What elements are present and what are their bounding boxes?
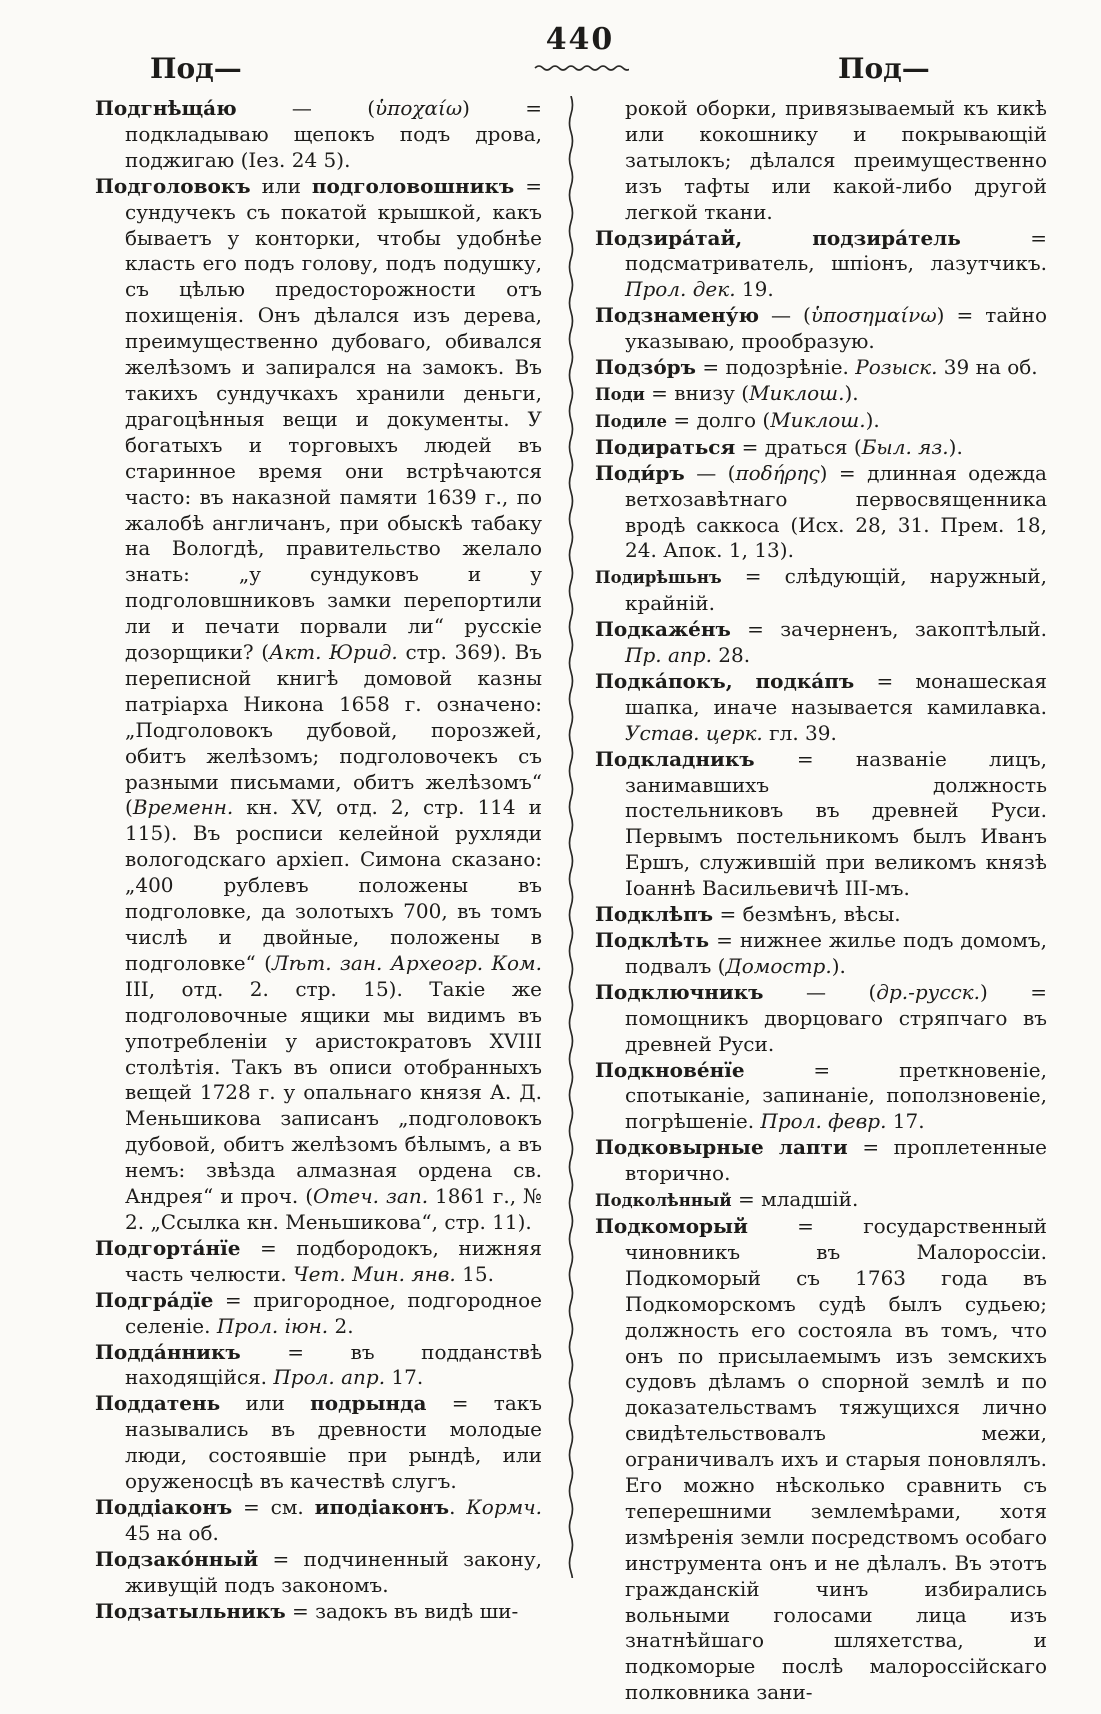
entry-text: = внизу ( [644,380,750,405]
entry-text: — ( [684,460,736,485]
headword: Подзира́тай, подзира́тель [595,225,961,250]
entry-text: 17. [385,1365,424,1390]
entry-text: 15. [455,1261,494,1286]
dictionary-entry [95,1288,542,1340]
entry-text: — ( [758,303,811,328]
dictionary-entry [95,1391,542,1495]
headword: Подзако́нный [95,1546,259,1571]
headword-small: Поди [595,384,645,404]
entry-text: = въ подданствѣ находящійся. [125,1339,542,1390]
entry-text: ). [948,434,963,459]
dictionary-entry [595,461,1047,565]
entry-text: ). [844,380,859,405]
dictionary-entry [595,1058,1047,1136]
column-divider [566,96,576,1578]
dictionary-entry [595,226,1047,304]
citation: Прол. дек. [625,277,736,302]
dictionary-entry-continuation [595,96,1047,226]
entry-text: = подсматриватель, шпіонъ, лазутчикъ. [625,225,1047,276]
right-column [595,96,1047,1706]
dictionary-entry [595,1214,1047,1706]
page-number: 440 [545,22,615,57]
headword: Поддатень [95,1391,221,1416]
headword: Подковырные лапти [595,1135,848,1160]
citation: Кормч. [466,1494,542,1519]
entry-text: = младшій. [731,1187,859,1212]
dictionary-entry [95,1495,542,1547]
citation: Прол. февр. [760,1109,887,1134]
dictionary-entry [595,435,1047,461]
citation: др.-русск. [876,979,980,1004]
headword: Подклѣть [595,928,710,952]
headword: Подкаже́нъ [595,617,731,642]
entry-text: . [449,1494,467,1519]
dictionary-entry [595,928,1047,980]
headword: Подкладникъ [595,746,755,771]
dictionary-entry [95,174,542,1236]
entry-text: = см. [232,1494,315,1519]
entry-text: = зачерненъ, закоптѣлый. [730,617,1047,642]
headword: Подгра́дїе [95,1287,214,1312]
dictionary-entry [95,1599,542,1625]
citation: Устав. церк. [625,720,763,745]
citation: Миклош. [770,407,866,432]
entry-text: 39 на об. [937,355,1038,380]
entry-text: = безмѣнъ, вѣсы. [713,902,901,927]
headword: Подгнѣща́ю [95,96,237,120]
headword: Подираться [595,434,736,459]
running-head-left: Под— [150,52,242,85]
headword: Подзатыльникъ [95,1598,286,1623]
headword-small: Подколѣнный [595,1191,732,1211]
entry-text: ) = тайно указываю, прообразую. [625,303,1047,354]
entry-text: ). [865,407,880,432]
entry-text: = слѣдующій, наружный, крайній. [625,564,1047,616]
entry-text: = государственный чиновникъ въ Малороссіи. Подкоморый съ 1763 года въ Подкоморскомъ судѣ былъ судьею; должность его состояла въ томъ, что онъ по присылаемымъ изъ земскихъ судовъ дѣламъ о спорной землѣ и по доказательствамъ тяжущихся лично свидѣтельствовалъ межи, ограничивалъ ихъ и старыя поновлялъ. Его можно нѣсколько сравнить съ теперешними землемѣрами, хотя измѣренія земли посредствомъ особаго инструмента онъ и не дѣлалъ. Въ этотъ гражданскій чинъ избирались вольными голосами лица изъ знатнѣйшаго шляхетства, и подкоморые послѣ малороссійскаго полковника зани- [625,1213,1047,1705]
citation: Прол. іюн. [216,1313,329,1338]
citation: Домостр. [725,953,832,978]
left-column [95,96,542,1624]
entry-text: гл. 39. [762,720,837,745]
greek-term: ὑποχαίω [375,96,463,120]
headword: Подкоморый [595,1213,748,1238]
dictionary-entry [595,902,1047,928]
entry-text: = пригородное, подгородное селеніе. [125,1287,542,1338]
entry-text: 19. [735,277,774,302]
dictionary-entry [595,355,1047,381]
headword: Подключникъ [595,979,764,1004]
headword: Подзнамену́ю [595,303,759,328]
citation: Чет. Мин. янв. [293,1261,456,1286]
entry-text: = названіе лицъ, занимавшихъ должность постельниковъ въ древней Руси. Первымъ постельникомъ былъ Иванъ Ершъ, служившій при великомъ князѣ Іоаннѣ Васильевичѣ III-мъ. [625,746,1047,901]
entry-text: 2. [328,1313,354,1338]
entry-text: III, отд. 2. стр. 15). Такіе же подголовочные ящики мы видимъ въ употребленіи у аристократовъ XVIII столѣтія. Такъ въ описи отобранныхъ вещей 1728 г. у опальнаго князя А. Д. Меньшикова записанъ „подголовокъ дубовой, обитъ желѣзомъ бѣлымъ, а въ немъ: звѣзда алмазная ордена св. Андрея“ и проч. ( [125,976,542,1209]
citation: Был. яз. [861,434,949,459]
citation: Временн. [132,795,234,820]
entry-text: = монашеская шапка, иначе называется камилавка. [625,668,1048,719]
greek-term: ποδήρης [735,460,820,485]
entry-text: — ( [236,96,376,120]
headword-small: Подиле [595,411,667,431]
headword: подрында [310,1391,427,1416]
entry-text: ) = длинная одежда ветхозавѣтнаго первосвященника вродѣ саккоса (Исх. 28, 31. Прем. 18, 24. Апок. 1, 13). [625,460,1047,563]
citation: Прол. апр. [273,1365,386,1390]
entry-text: = драться ( [735,434,862,459]
headword: иподіаконъ [314,1494,450,1519]
entry-text: = долго ( [666,407,771,432]
headword: Подзо́ръ [595,355,696,380]
dictionary-entry [595,381,1047,408]
headword-small: Подирѣшьнъ [595,568,722,588]
running-head-right: Под— [838,52,930,85]
dictionary-entry [95,1547,542,1599]
entry-text: = нижнее жилье подъ домомъ, подвалъ ( [625,928,1047,978]
dictionary-entry [95,1236,542,1288]
dictionary-entry [95,1340,542,1392]
entry-text: = такъ назывались въ древности молодые люди, состоявшіе при рындѣ, или оруженосцѣ въ качествѣ слугъ. [125,1391,542,1494]
entry-text: = проплетенные вторично. [625,1135,1047,1186]
greek-term: ὑποσημαίνω [810,303,937,328]
entry-text: стр. 369). Въ переписной книгѣ домовой казны патріарха Никона 1658 г. означено: „Подголовокъ дубовой, порозжей, обитъ желѣзомъ; подголовочекъ съ разными письмами, обитъ желѣзомъ“ ( [125,640,542,820]
headword: Подка́покъ, подка́пъ [595,668,855,693]
headword: Подголовокъ [95,173,251,198]
dictionary-entry [595,669,1047,747]
citation: Акт. Юрид. [269,640,398,665]
entry-text: рокой оборки, привязываемый къ кикѣ или кокошнику и покрывающій затылокъ; дѣлался преимущественно изъ тафты или какой-либо другой легкой ткани. [625,96,1047,224]
citation: Лѣт. зан. Археогр. Ком. [271,950,542,975]
headword: подголовошникъ [311,173,515,198]
dictionary-entry [595,617,1047,669]
citation: Миклош. [749,380,845,405]
entry-text: ) = помощникъ дворцоваго стряпчаго въ древней Руси. [625,979,1047,1056]
headword: Подклѣпъ [595,902,714,927]
entry-text: или [250,173,312,198]
dictionary-entry [595,1135,1047,1187]
headword: Поддіаконъ [95,1494,233,1519]
dictionary-entry [595,303,1047,355]
headword: Подгорта́нїе [95,1235,241,1260]
entry-text: кн. XV, отд. 2, стр. 114 и 115). Въ росписи келейной рухляди вологодскаго архіеп. Симона сказано: „400 рублевъ положены въ подголовке, да золотыхъ 700, въ томъ числѣ и двойные, положены в подголовке“ ( [125,795,542,975]
citation: Розыск. [855,355,938,380]
dictionary-entry [595,1187,1047,1214]
headword: Подда́нникъ [95,1339,241,1364]
entry-text: 1861 г., № 2. „Ссылка кн. Меньшикова“, стр. 11). [125,1184,542,1234]
entry-text: = сундучекъ съ покатой крышкой, какъ бываетъ у конторки, чтобы удобнѣе класть его подъ голову, подъ подушку, съ цѣлью предосторожности отъ похищенія. Онъ дѣлался изъ дерева, преимущественно дубоваго, обивался желѣзомъ и запирался на замокъ. Въ такихъ сундучкахъ хранили деньги, драгоцѣнныя вещи и документы. У богатыхъ и торговыхъ людей въ старинное время они встрѣчаются часто: въ наказной памяти 1639 г., по жалобѣ англичанъ, при обыскѣ табаку на Вологдѣ, правительство желало знать: „у сундуковъ и у подголовшниковъ замки перепортили ли и печати порвали ли“ русскіе дозорщики? ( [125,173,542,665]
entry-text: = подбородокъ, нижняя часть челюсти. [125,1235,542,1286]
citation: Отеч. зап. [313,1184,429,1209]
entry-text: = задокъ въ видѣ ши- [285,1598,519,1623]
dictionary-entry [595,980,1047,1058]
entry-text: ). [831,953,846,978]
page-number-rule [533,62,629,74]
entry-text: — ( [763,979,877,1004]
dictionary-entry [95,96,542,174]
entry-text: = подозрѣніе. [696,355,856,380]
entry-text: 28. [711,643,751,668]
headword: Поди́ръ [595,460,685,485]
dictionary-entry [595,564,1047,617]
entry-text: 17. [886,1109,925,1134]
entry-text: или [220,1391,311,1416]
headword: Подкнове́нїе [595,1057,745,1082]
entry-text: ) = подкладываю щепокъ подъ дрова, поджигаю (Іез. 24 5). [125,96,542,172]
dictionary-entry [595,747,1047,902]
entry-text: 45 на об. [125,1520,219,1545]
citation: Пр. апр. [625,643,712,668]
entry-text: = подчиненный закону, живущій подъ закономъ. [125,1546,542,1597]
entry-text: = преткновеніе, спотыканіе, запинаніе, поползновеніе, погрѣшеніе. [625,1057,1047,1134]
dictionary-entry [595,408,1047,435]
